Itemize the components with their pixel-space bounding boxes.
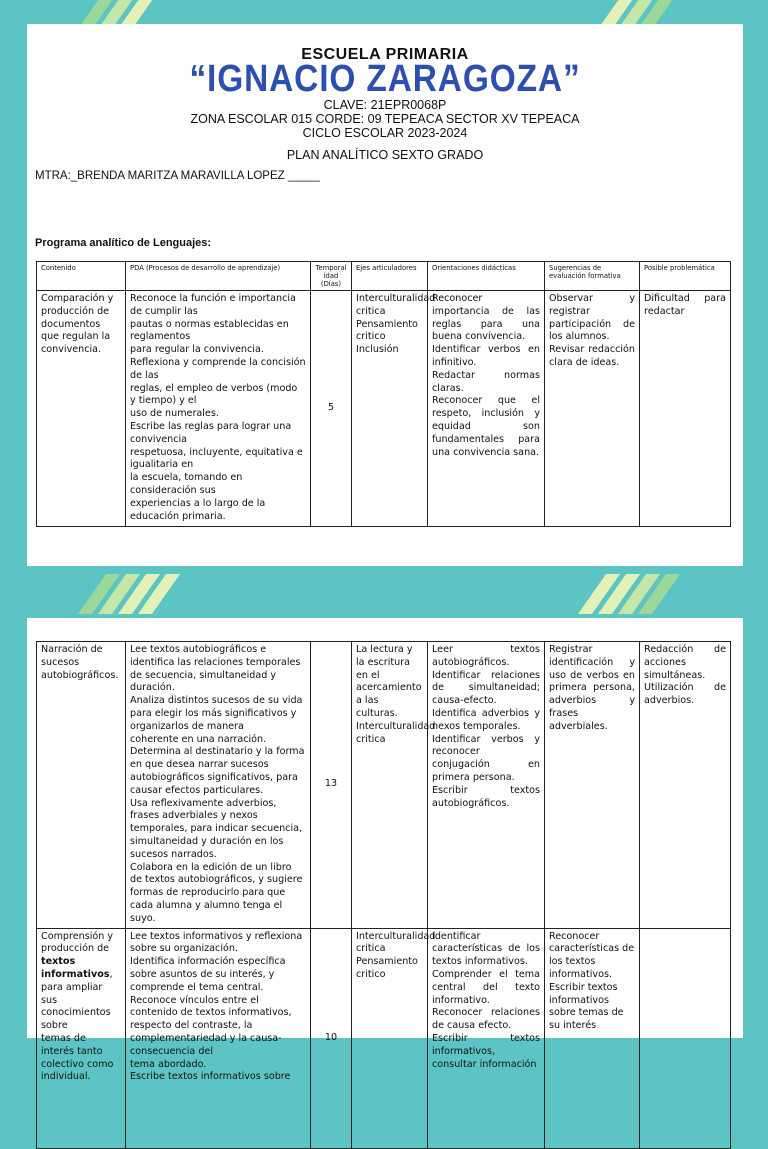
col-contenido: Contenido <box>37 262 126 291</box>
cell-sugerencias: Reconocer características de los textos informativos. Escribir textos informativos sobre temas de su interés <box>545 928 640 1148</box>
col-ejes: Ejes articuladores <box>352 262 428 291</box>
cell-dias: 10 <box>311 928 352 1148</box>
cell-contenido-rest: , para ampliar sus conocimientos sobre temas de interés tanto colectivo como individual. <box>41 968 114 1083</box>
cell-contenido: Comparación y producción de documentos que regulan la convivencia. <box>37 291 126 527</box>
cell-sugerencias: Observar y registrar participación de los alumnos. Revisar redacción clara de ideas. <box>545 291 640 527</box>
cell-orientaciones: Leer textos autobiográficos. Identificar relaciones de simultaneidad; causa-efecto. Identifica adverbios y nexos temporales. Identificar verbos y reconocer conjugación en primera persona. Escribir textos autobiográficos. <box>428 642 545 929</box>
cell-contenido-intro: Comprensión y producción de <box>41 930 114 955</box>
col-sugerencias: Sugerencias de evaluación formativa <box>545 262 640 291</box>
cell-dias: 5 <box>311 291 352 527</box>
cell-problematica <box>640 928 731 1148</box>
program-title: Programa analítico de Lenguajes: <box>35 237 212 249</box>
teacher-name: MTRA:_BRENDA MARITZA MARAVILLA LOPEZ _____ <box>35 170 320 182</box>
cell-ejes: Interculturalidad critica Pensamiento critico Inclusión <box>352 291 428 527</box>
cell-ejes: Interculturalidad critica Pensamiento critico <box>352 928 428 1148</box>
school-name: “IGNACIO ZARAGOZA” <box>189 58 581 100</box>
cell-orientaciones: Reconocer importancia de las reglas para una buena convivencia. Identificar verbos en infinitivo. Redactar normas claras. Reconocer que el respeto, inclusión y equidad son fundamentales para una convivencia sana. <box>428 291 545 527</box>
cell-orientaciones: Identificar características de los textos informativos. Comprender el tema central del texto informativo. Reconocer relaciones de causa efecto. Escribir textos informativos, consultar información <box>428 928 545 1148</box>
cell-problematica: Dificultad para redactar <box>640 291 731 527</box>
table-header-row <box>37 262 731 291</box>
plan-title: PLAN ANALÍTICO SEXTO GRADO <box>286 148 484 162</box>
cell-contenido: Narración de sucesos autobiográficos. <box>37 642 126 929</box>
cell-contenido-bold: textos informativos <box>41 956 110 980</box>
cell-sugerencias: Registrar identificación y uso de verbos en primera persona, adverbios y frases adverbiales. <box>545 642 640 929</box>
cell-pda: Lee textos autobiográficos e identifica las relaciones temporales de secuencia, simultaneidad y duración. Analiza distintos sucesos de su vida para elegir los más significativos y organizarlos de manera coherente en una narración. Determina al destinatario y la forma en que desea narrar sucesos autobiográficos significativos, para causar efectos particulares. Usa reflexivamente adverbios, frases adverbiales y nexos temporales, para indicar secuencia, simultaneidad y duración en los sucesos narrados. Colabora en la edición de un libro de textos autobiográficos, y sugiere formas de reproducirlo para que cada alumna y alumno tenga el suyo. <box>126 642 311 929</box>
col-problematica: Posible problemática <box>640 262 731 291</box>
col-pda: PDA (Procesos de desarrollo de aprendizaje) <box>126 262 311 291</box>
page-sheet-2 <box>27 618 743 1083</box>
school-zona: ZONA ESCOLAR 015 CORDE: 09 TEPEACA SECTOR XV TEPEACA <box>190 112 580 126</box>
document-header <box>27 24 743 162</box>
middle-chevrons <box>0 570 768 614</box>
cell-ejes: La lectura y la escritura en el acercamiento a las culturas. Interculturalidad critica <box>352 642 428 929</box>
cell-pda: Reconoce la función e importancia de cumplir las pautas o normas establecidas en reglamentos para regular la convivencia. Reflexiona y comprende la concisión de las reglas, el empleo de verbos (modo y tiempo) y el uso de numerales. Escribe las reglas para lograr una convivencia respetuosa, incluyente, equitativa e igualitaria en la escuela, tomando en consideración sus experiencias a lo largo de la educación primaria. <box>126 291 311 527</box>
cell-contenido <box>37 928 126 1148</box>
table-row <box>37 642 731 929</box>
school-label: ESCUELA PRIMARIA <box>301 46 469 63</box>
page-sheet-1 <box>27 24 743 566</box>
program-table <box>36 261 731 527</box>
program-table-continued <box>36 641 731 1149</box>
school-clave: CLAVE: 21EPR0068P <box>323 98 447 112</box>
col-temporalidad: Temporal idad (Días) <box>311 262 352 291</box>
table-row <box>37 291 731 527</box>
cell-pda: Lee textos informativos y reflexiona sobre su organización. Identifica información específica sobre asuntos de su interés, y comprende el tema central. Reconoce vínculos entre el contenido de textos informativos, respecto del contraste, la complementariedad y la causa-consecuencia del tema abordado. Escribe textos informativos sobre <box>126 928 311 1148</box>
top-chevrons <box>0 0 768 24</box>
cell-problematica: Redacción de acciones simultáneas. Utilización de adverbios. <box>640 642 731 929</box>
table-row <box>37 928 731 1148</box>
col-orientaciones: Orientaciones didácticas <box>428 262 545 291</box>
cell-dias: 13 <box>311 642 352 929</box>
school-ciclo: CICLO ESCOLAR 2023-2024 <box>302 126 468 140</box>
